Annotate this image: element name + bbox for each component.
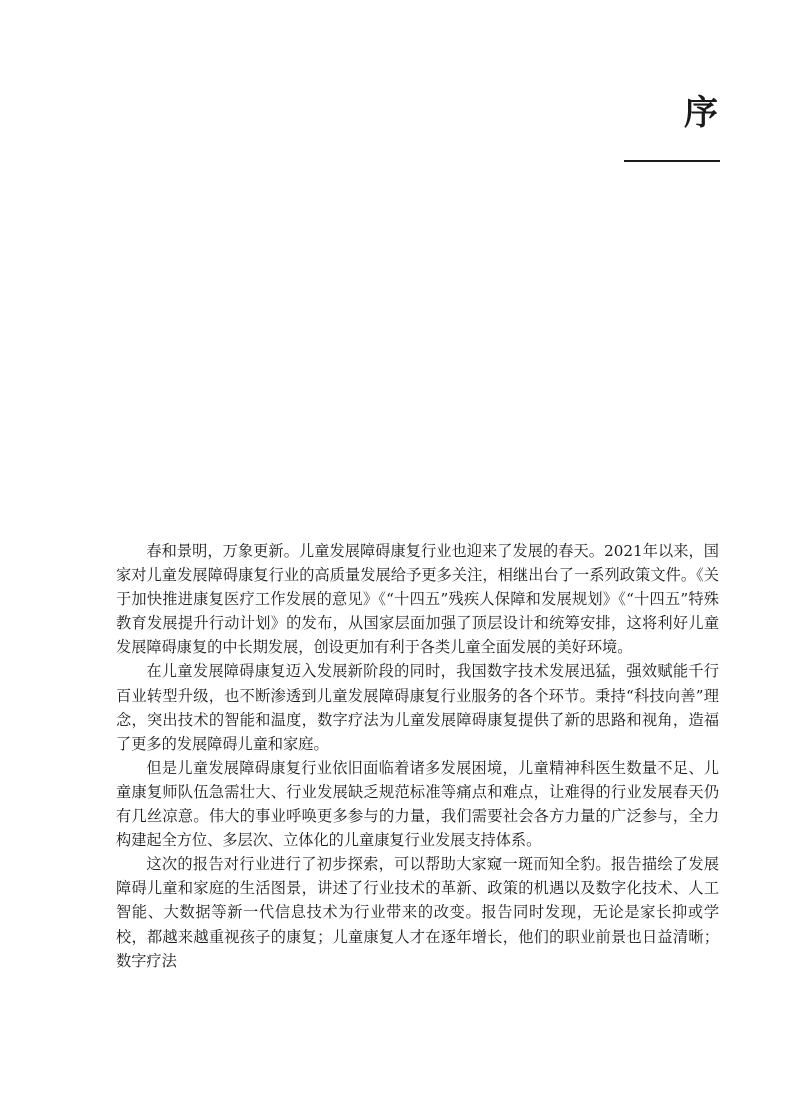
paragraph: 这次的报告对行业进行了初步探索，可以帮助大家窥一斑而知全豹。报告描绘了发展障碍儿童和家庭的生活图景，讲述了行业技术的革新、政策的机遇以及数字化技术、人工智能、大数据等新一代信息技术为行业带来的改变。报告同时发现，无论是家长抑或学校，都越来越重视孩子的康复；儿童康复人才在逐年增长，他们的职业前景也日益清晰；数字疗法 — [116, 855, 719, 970]
paragraph: 在儿童发展障碍康复迈入发展新阶段的同时，我国数字技术发展迅猛，强效赋能千行百业转型升级，也不断渗透到儿童发展障碍康复行业服务的各个环节。秉持“科技向善”理念，突出技术的智能和温度，数字疗法为儿童发展障碍康复提供了新的思路和视角，造福了更多的发展障碍儿童和家庭。 — [116, 662, 719, 753]
paragraph: 春和景明，万象更新。儿童发展障碍康复行业也迎来了发展的春天。2021年以来，国家对儿童发展障碍康复行业的高质量发展给予更多关注，相继出台了一系列政策文件。《关于加快推进康复医疗工作发展的意见》《“十四五”残疾人保障和发展规划》《“十四五”特殊教育发展提升行动计划》的发布，从国家层面加强了顶层设计和统筹安排，这将利好儿童发展障碍康复的中长期发展，创设更加有利于各类儿童全面发展的美好环境。 — [116, 542, 719, 657]
paragraph: 但是儿童发展障碍康复行业依旧面临着诸多发展困境，儿童精神科医生数量不足、儿童康复师队伍急需壮大、行业发展缺乏规范标准等痛点和难点，让难得的行业发展春天仍有几丝凉意。伟大的事业呼唤更多参与的力量，我们需要社会各方力量的广泛参与，全力构建起全方位、多层次、立体化的儿童康复行业发展支持体系。 — [116, 758, 719, 850]
title-underline-rule — [624, 160, 720, 162]
chapter-title: 序 — [684, 93, 718, 133]
body-text — [116, 539, 719, 973]
